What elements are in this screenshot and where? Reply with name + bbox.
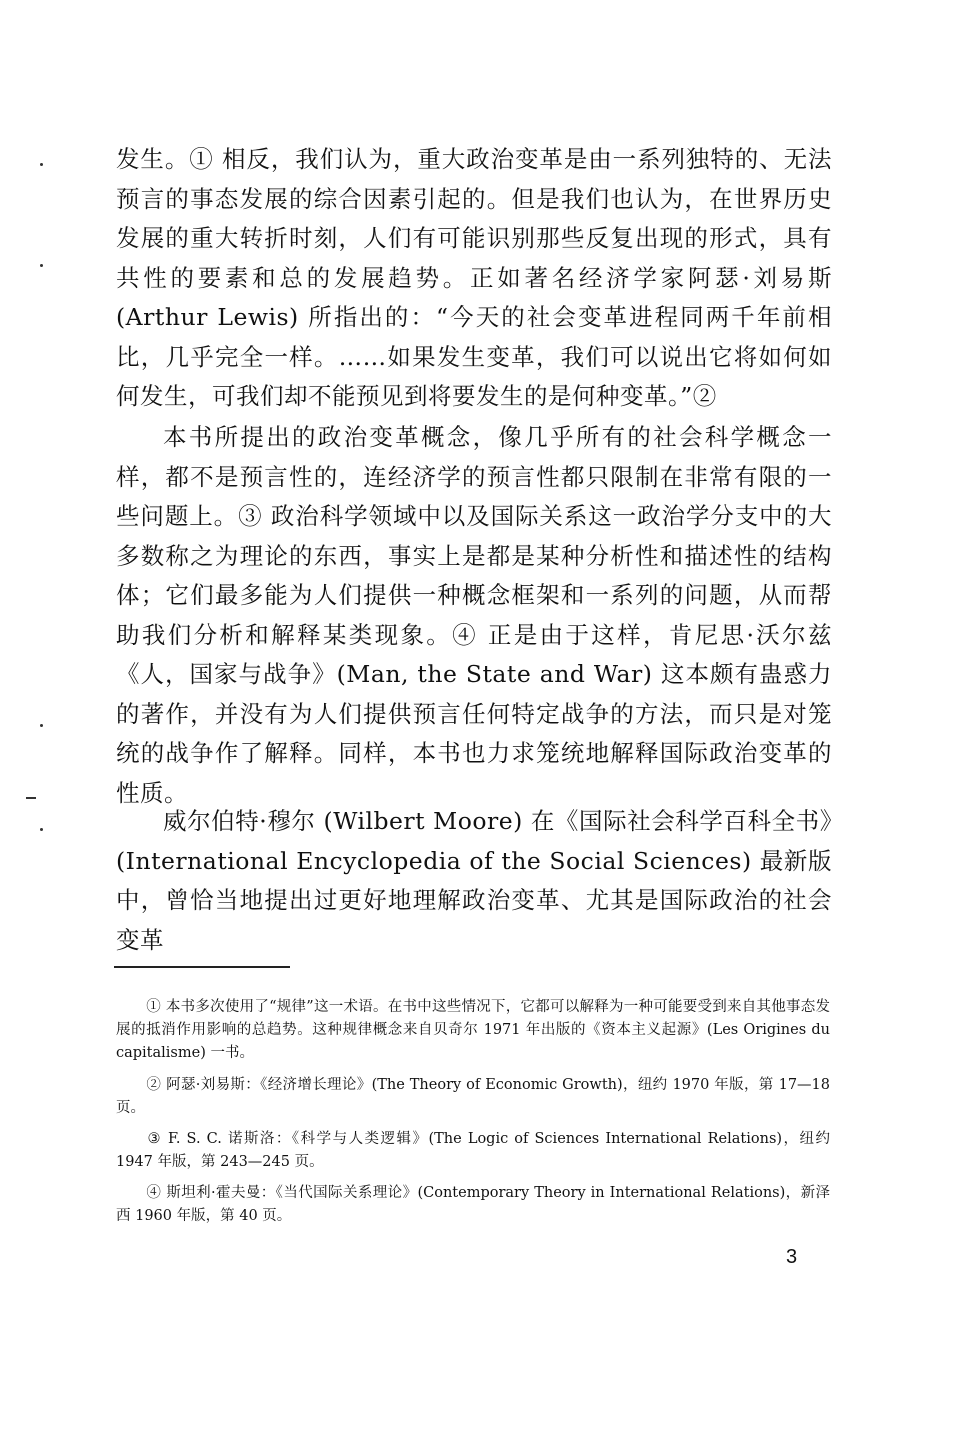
footnote-3-text: ③ F. S. C. 诺斯洛：《科学与人类逻辑》(The Logic of Sciences International Relations)，纽约 1947 年版，第 243—245 页。	[116, 1131, 830, 1170]
footnote-4	[116, 1182, 830, 1228]
footnote-2	[116, 1074, 830, 1120]
scan-speck	[40, 724, 43, 727]
footnote-4-text: ④ 斯坦利·霍夫曼：《当代国际关系理论》(Contemporary Theory in International Relations)，新泽西 1960 年版，第 40 页。	[116, 1185, 830, 1224]
footnote-3	[116, 1128, 830, 1174]
scan-speck	[40, 264, 43, 267]
footnote-separator	[114, 966, 290, 968]
page-number: 3	[786, 1246, 798, 1268]
scan-speck	[40, 828, 43, 831]
scan-speck	[40, 163, 43, 166]
body-paragraph-1: 发生。① 相反，我们认为，重大政治变革是由一系列独特的、无法预言的事态发展的综合因素引起的。但是我们也认为，在世界历史发展的重大转折时刻，人们有可能识别那些反复出现的形式，具有共性的要素和总的发展趋势。正如著名经济学家阿瑟·刘易斯(Arthur Lewis) 所指出的：“今天的社会变革进程同两千年前相比，几乎完全一样。……如果发生变革，我们可以说出它将如何如何发生，可我们却不能预见到将要发生的是何种变革。”②	[116, 145, 832, 410]
scan-mark	[26, 797, 36, 799]
footnote-1-text: ① 本书多次使用了“规律”这一术语。在书中这些情况下，它都可以解释为一种可能要受到来自其他事态发展的抵消作用影响的总趋势。这种规律概念来自贝奇尔 1971 年出版的《资本主义起源》(Les Origines du capitalisme) 一书。	[116, 999, 830, 1061]
body-paragraph-2: 本书所提出的政治变革概念，像几乎所有的社会科学概念一样，都不是预言性的，连经济学的预言性都只限制在非常有限的一些问题上。③ 政治科学领域中以及国际关系这一政治学分支中的大多数称之为理论的东西，事实上是都是某种分析性和描述性的结构体；它们最多能为人们提供一种概念框架和一系列的问题，从而帮助我们分析和解释某类现象。④ 正是由于这样，肯尼思·沃尔兹《人，国家与战争》(Man, the State and War) 这本颇有蛊惑力的著作，并没有为人们提供预言任何特定战争的方法，而只是对笼统的战争作了解释。同样，本书也力求笼统地解释国际政治变革的性质。	[116, 423, 832, 807]
footnote-1	[116, 996, 830, 1065]
footnote-2-text: ② 阿瑟·刘易斯：《经济增长理论》(The Theory of Economic Growth)，纽约 1970 年版，第 17—18 页。	[116, 1077, 830, 1116]
body-paragraph-3: 威尔伯特·穆尔 (Wilbert Moore) 在《国际社会科学百科全书》(International Encyclopedia of the Social Sciences) 最新版中，曾恰当地提出过更好地理解政治变革、尤其是国际政治的社会变革	[116, 807, 832, 954]
